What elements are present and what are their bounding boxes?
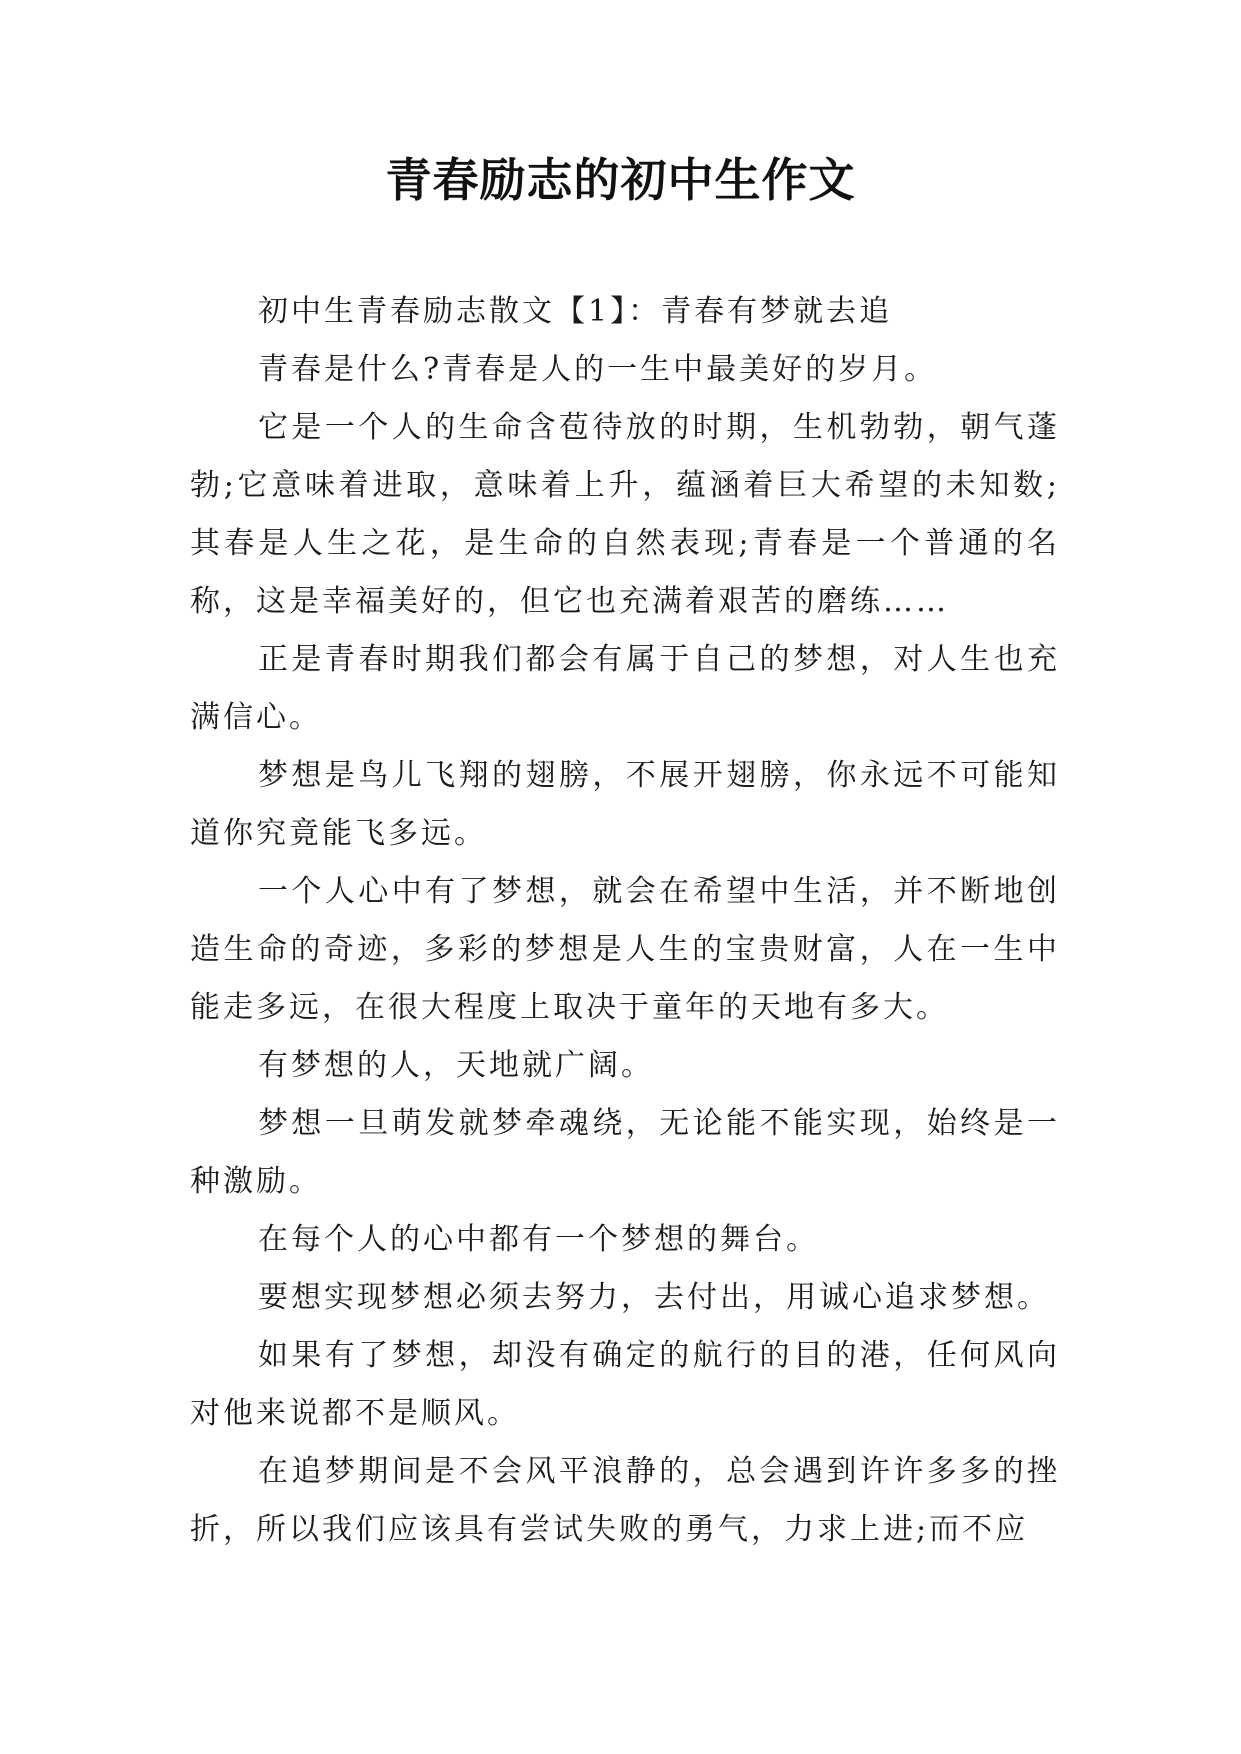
paragraph-5: 梦想是鸟儿飞翔的翅膀，不展开翅膀，你永远不可能知道你究竟能飞多远。 bbox=[190, 758, 1060, 851]
paragraph-11: 如果有了梦想，却没有确定的航行的目的港，任何风向对他来说都不是顺风。 bbox=[190, 1338, 1060, 1431]
document-body bbox=[190, 283, 1060, 1559]
paragraph-12: 在追梦期间是不会风平浪静的，总会遇到许许多多的挫折，所以我们应该具有尝试失败的勇气，力求上进;而不应 bbox=[190, 1454, 1060, 1547]
paragraph-6: 一个人心中有了梦想，就会在希望中生活，并不断地创造生命的奇迹，多彩的梦想是人生的宝贵财富，人在一生中能走多远，在很大程度上取决于童年的天地有多大。 bbox=[190, 874, 1060, 1025]
paragraph-1: 初中生青春励志散文【1】：青春有梦就去追 bbox=[258, 294, 893, 329]
paragraph-4: 正是青春时期我们都会有属于自己的梦想，对人生也充满信心。 bbox=[190, 642, 1060, 735]
paragraph-3: 它是一个人的生命含苞待放的时期，生机勃勃，朝气蓬勃;它意味着进取，意味着上升，蕴涵着巨大希望的未知数;其春是人生之花，是生命的自然表现;青春是一个普通的名称，这是幸福美好的，但它也充满着艰苦的磨练…… bbox=[190, 410, 1060, 619]
paragraph-9: 在每个人的心中都有一个梦想的舞台。 bbox=[258, 1222, 819, 1257]
paragraph-8: 梦想一旦萌发就梦牵魂绕，无论能不能实现，始终是一种激励。 bbox=[190, 1106, 1060, 1199]
document-title: 青春励志的初中生作文 bbox=[385, 153, 856, 207]
paragraph-2: 青春是什么?青春是人的一生中最美好的岁月。 bbox=[258, 352, 938, 387]
paragraph-10: 要想实现梦想必须去努力，去付出，用诚心追求梦想。 bbox=[258, 1280, 1050, 1315]
paragraph-7: 有梦想的人，天地就广阔。 bbox=[258, 1048, 654, 1083]
